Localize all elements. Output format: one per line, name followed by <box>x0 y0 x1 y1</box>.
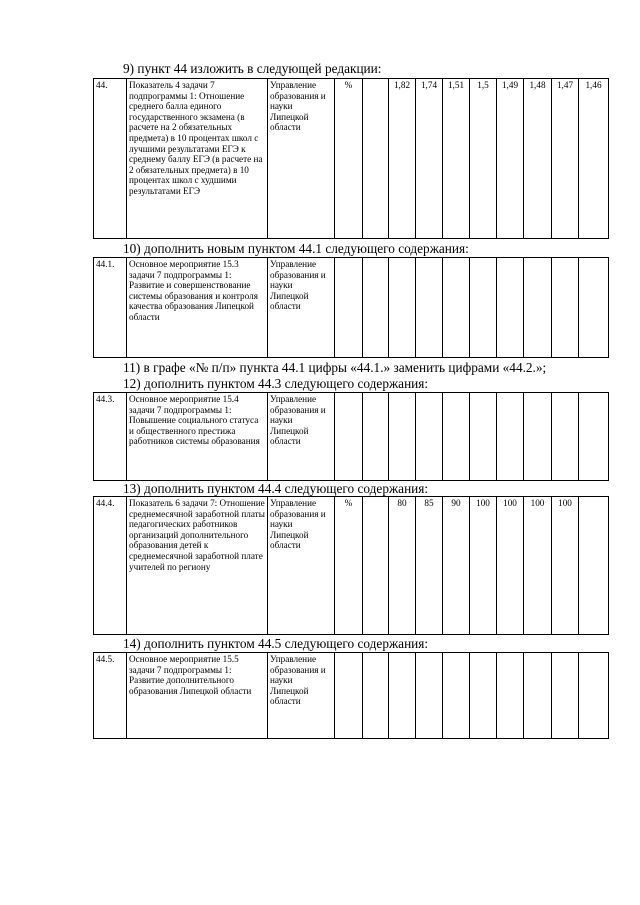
table-row-44-1 <box>93 257 609 358</box>
section-heading-9: 9) пункт 44 изложить в следующей редакции: <box>123 61 382 76</box>
row-unit <box>335 653 363 739</box>
section-heading-11: 11) в графе «№ п/п» пункта 44.1 цифры «44.1.» заменить цифрами «44.2.»; <box>123 360 547 375</box>
row-name: Основное мероприятие 15.5 задачи 7 подпрограммы 1: Развитие дополнительного образования Липецкой области <box>127 653 268 739</box>
row-value: 85 <box>416 497 443 635</box>
row-value: 80 <box>389 497 416 635</box>
row-value <box>443 258 470 358</box>
row-value <box>470 393 497 481</box>
row-value <box>470 653 497 739</box>
section-heading-12: 12) дополнить пунктом 44.3 следующего содержания: <box>123 376 429 391</box>
row-value: 100 <box>552 497 579 635</box>
row-number: 44.4. <box>94 497 127 635</box>
row-responsible: Управление образования и науки Липецкой области <box>268 497 335 635</box>
row-value <box>579 653 609 739</box>
row-responsible: Управление образования и науки Липецкой области <box>268 393 335 481</box>
row-value: 90 <box>443 497 470 635</box>
row-value: 1,48 <box>524 79 552 239</box>
row-value <box>524 653 552 739</box>
row-value <box>552 258 579 358</box>
row-value: 100 <box>470 497 497 635</box>
row-name: Основное мероприятие 15.4 задачи 7 подпрограммы 1: Повышение социального статуса и общественного престижа работников системы образования <box>127 393 268 481</box>
row-value: 1,74 <box>416 79 443 239</box>
row-value <box>363 79 389 239</box>
table-row-44-4 <box>93 496 609 635</box>
row-value <box>363 653 389 739</box>
row-value <box>552 393 579 481</box>
row-value <box>524 393 552 481</box>
row-value <box>470 258 497 358</box>
row-value: 100 <box>497 497 524 635</box>
row-value <box>389 653 416 739</box>
row-value <box>579 497 609 635</box>
row-value <box>524 258 552 358</box>
row-number: 44.1. <box>94 258 127 358</box>
row-value <box>497 393 524 481</box>
row-unit <box>335 258 363 358</box>
table-row-44-5 <box>93 652 609 739</box>
row-value <box>497 653 524 739</box>
section-heading-14: 14) дополнить пунктом 44.5 следующего содержания: <box>123 636 429 651</box>
row-value <box>389 258 416 358</box>
row-value: 100 <box>524 497 552 635</box>
row-value <box>579 393 609 481</box>
row-number: 44.3. <box>94 393 127 481</box>
row-value <box>443 393 470 481</box>
row-name: Показатель 6 задачи 7: Отношение среднемесячной заработной платы педагогических работников организаций дополнительного образования детей к среднемесячной заработной плате учителей по региону <box>127 497 268 635</box>
section-heading-10: 10) дополнить новым пунктом 44.1 следующего содержания: <box>123 241 469 256</box>
row-responsible: Управление образования и науки Липецкой области <box>268 258 335 358</box>
row-value <box>579 258 609 358</box>
row-value: 1,82 <box>389 79 416 239</box>
row-value <box>363 393 389 481</box>
row-unit: % <box>335 497 363 635</box>
row-unit: % <box>335 79 363 239</box>
row-value <box>416 653 443 739</box>
table-row-44-3 <box>93 392 609 481</box>
row-value <box>443 653 470 739</box>
row-responsible: Управление образования и науки Липецкой области <box>268 79 335 239</box>
row-value <box>552 653 579 739</box>
row-number: 44.5. <box>94 653 127 739</box>
row-value <box>363 497 389 635</box>
row-value <box>416 258 443 358</box>
row-name: Показатель 4 задачи 7 подпрограммы 1: Отношение среднего балла единого государственного экзамена (в расчете на 2 обязательных предмета) в 10 процентах школ с лучшими результатами ЕГЭ к среднему баллу ЕГЭ (в расчете на 2 обязательных предмета) в 10 процентах школ с худшими результатами ЕГЭ <box>127 79 268 239</box>
row-value: 1,5 <box>470 79 497 239</box>
row-value: 1,51 <box>443 79 470 239</box>
row-value: 1,46 <box>579 79 609 239</box>
row-value: 1,49 <box>497 79 524 239</box>
row-value <box>363 258 389 358</box>
row-unit <box>335 393 363 481</box>
row-responsible: Управление образования и науки Липецкой области <box>268 653 335 739</box>
row-value: 1,47 <box>552 79 579 239</box>
section-heading-13: 13) дополнить пунктом 44.4 следующего содержания: <box>123 481 429 496</box>
row-value <box>497 258 524 358</box>
row-value <box>416 393 443 481</box>
row-value <box>389 393 416 481</box>
row-number: 44. <box>94 79 127 239</box>
table-row-44 <box>93 78 609 239</box>
row-name: Основное мероприятие 15.3 задачи 7 подпрограммы 1: Развитие и совершенствование системы образования и контроля качества образования Липецкой области <box>127 258 268 358</box>
